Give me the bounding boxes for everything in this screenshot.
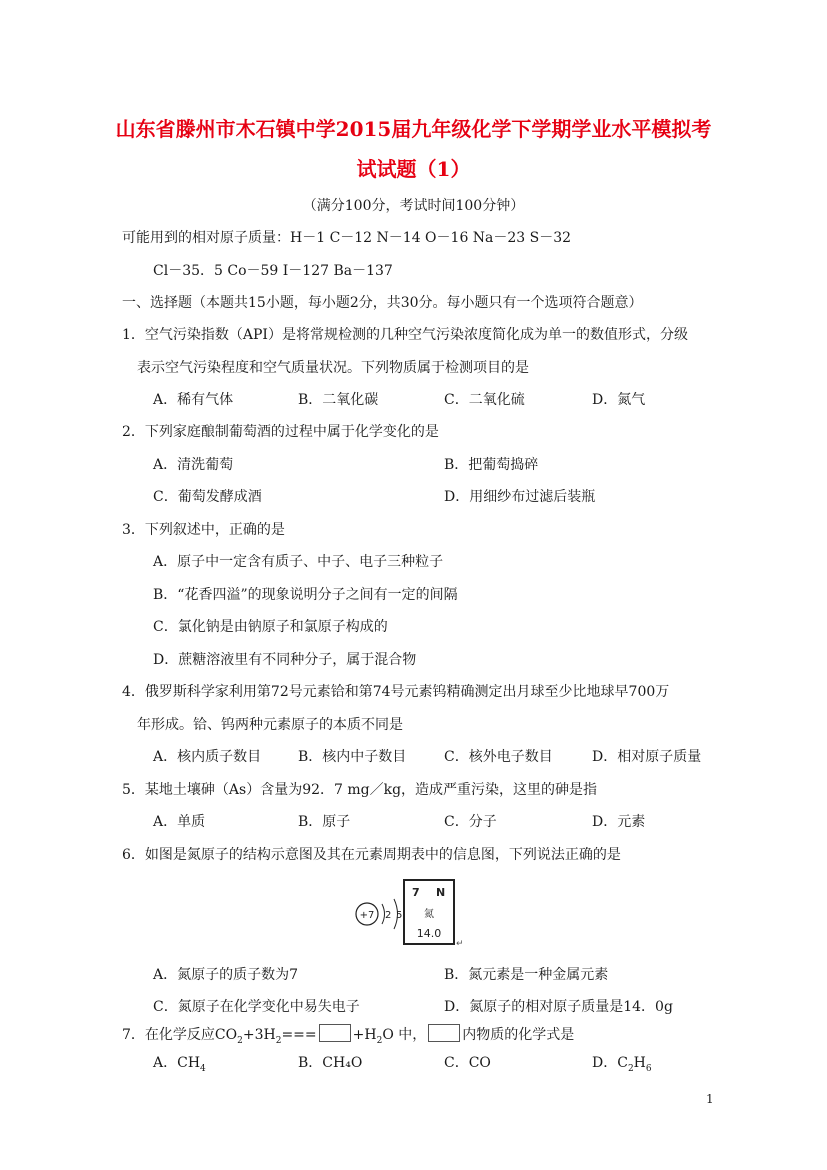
section-heading: 一、选择题（本题共15小题，每小题2分，共30分。每小题只有一个选项符合题意） <box>122 295 643 311</box>
q3-option-b: B．“花香四溢”的现象说明分子之间有一定的间隔 <box>153 587 458 603</box>
q2-option-a: A．清洗葡萄 <box>153 457 234 473</box>
shell-1-electrons: 2 <box>385 910 392 921</box>
return-mark: ↵ <box>456 939 464 949</box>
q1-option-c: C．二氧化硫 <box>444 392 525 408</box>
q1-option-d: D．氮气 <box>592 392 646 408</box>
q4-option-b: B．核内中子数目 <box>298 749 407 765</box>
question-6-stem: 6．如图是氮原子的结构示意图及其在元素周期表中的信息图，下列说法正确的是 <box>122 847 621 863</box>
question-5-stem: 5．某地土壤砷（As）含量为92．7 mg／kg，造成严重污染，这里的砷是指 <box>122 782 598 798</box>
page-title-line1: 山东省滕州市木石镇中学2015届九年级化学下学期学业水平模拟考 <box>115 117 712 141</box>
atomic-masses-line1: 可能用到的相对原子质量：H－1 C－12 N－14 O－16 Na－23 S－32 <box>122 230 572 246</box>
q4-option-c: C．核外电子数目 <box>444 749 553 765</box>
shell-2-electrons: 5 <box>396 910 403 921</box>
atomic-masses-line2: Cl－35．5 Co－59 I－127 Ba－137 <box>153 263 393 279</box>
nitrogen-atom-figure <box>352 877 467 952</box>
element-name: 氮 <box>424 909 434 920</box>
q3-option-a: A．原子中一定含有质子、中子、电子三种粒子 <box>153 554 444 570</box>
q2-option-d: D．用细纱布过滤后装瓶 <box>444 489 596 505</box>
q3-option-d: D．蔗糖溶液里有不同种分子，属于混合物 <box>153 652 417 668</box>
nucleus-charge: +7 <box>359 910 375 921</box>
q2-option-c: C．葡萄发酵成酒 <box>153 489 262 505</box>
question-4-stem-cont: 年形成。铪、钨两种元素原子的本质不同是 <box>137 717 403 733</box>
atomic-number: 7 <box>412 886 420 899</box>
q5-option-b: B．原子 <box>298 814 351 830</box>
element-symbol: N <box>436 886 446 899</box>
q1-option-a: A．稀有气体 <box>153 392 234 408</box>
atomic-mass: 14.0 <box>416 927 442 940</box>
q6-option-a: A．氮原子的质子数为7 <box>153 967 299 983</box>
question-2-stem: 2．下列家庭酿制葡萄酒的过程中属于化学变化的是 <box>122 424 439 440</box>
q7-option-d: D．$C_2H_6$ <box>592 1055 652 1074</box>
exam-subtitle: （满分100分，考试时间100分钟） <box>302 198 525 214</box>
q5-option-c: C．分子 <box>444 814 497 830</box>
q4-option-d: D．相对原子质量 <box>592 749 702 765</box>
q3-option-c: C．氯化钠是由钠原子和氯原子构成的 <box>153 619 388 635</box>
q1-option-b: B．二氧化碳 <box>298 392 379 408</box>
question-3-stem: 3．下列叙述中，正确的是 <box>122 522 285 538</box>
q5-option-a: A．单质 <box>153 814 206 830</box>
q7-option-c: C．CO <box>444 1055 491 1071</box>
q7-option-b: B．CH₄O <box>298 1055 363 1071</box>
question-7-stem: 7．在化学反应$CO_2+3H_2=== +H_2O$ 中， 内物质的化学式是 <box>122 1024 574 1046</box>
q6-option-b: B．氮元素是一种金属元素 <box>444 967 609 983</box>
q2-option-b: B．把葡萄捣碎 <box>444 457 539 473</box>
answer-blank-box <box>319 1024 351 1042</box>
q6-option-d: D．氮原子的相对原子质量是14．0g <box>444 999 673 1015</box>
q7-option-a: A．$CH_4$ <box>153 1055 206 1074</box>
question-1-stem: 1．空气污染指数（API）是将常规检测的几种空气污染浓度简化成为单一的数值形式，分级 <box>122 327 688 343</box>
q5-option-d: D．元素 <box>592 814 646 830</box>
question-1-stem-cont: 表示空气污染程度和空气质量状况。下列物质属于检测项目的是 <box>137 360 529 376</box>
answer-blank-box-2 <box>428 1024 460 1042</box>
q4-option-a: A．核内质子数目 <box>153 749 262 765</box>
question-4-stem: 4．俄罗斯科学家利用第72号元素铪和第74号元素钨精确测定出月球至少比地球早700万 <box>122 684 670 700</box>
q6-option-c: C．氮原子在化学变化中易失电子 <box>153 999 360 1015</box>
page-number: 1 <box>706 1092 714 1106</box>
page-title-line2: 试试题（1） <box>356 157 471 181</box>
